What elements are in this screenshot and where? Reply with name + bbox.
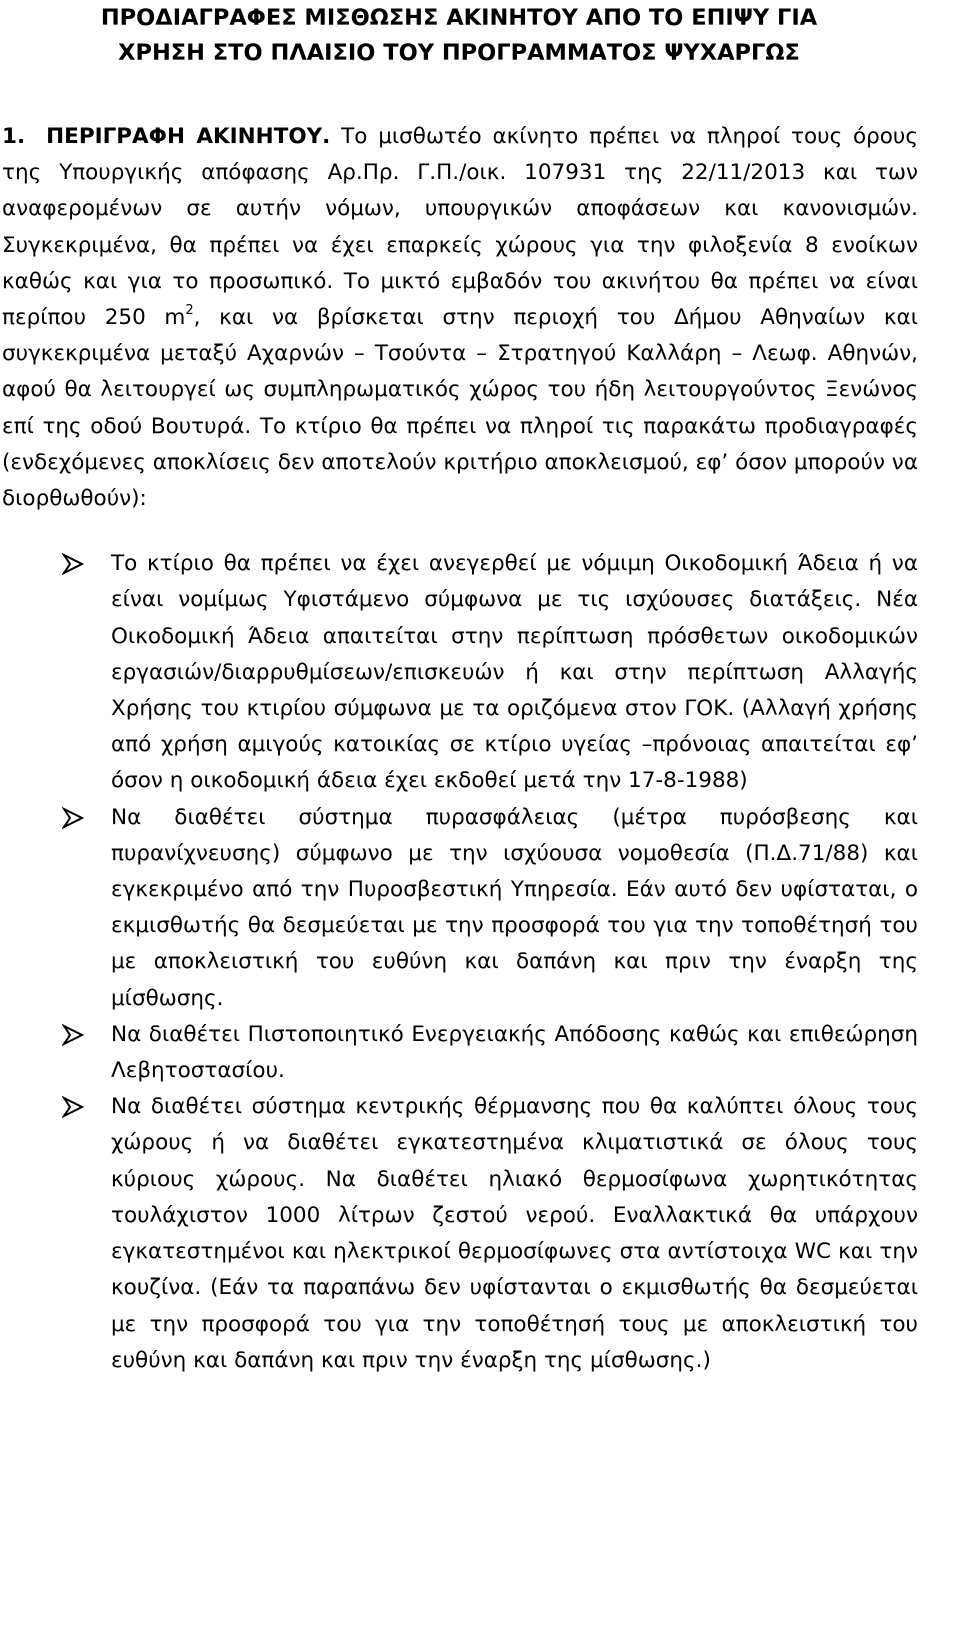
arrowhead-bullet-icon — [62, 1024, 84, 1046]
requirement-text: Να διαθέτει σύστημα πυρασφάλειας (μέτρα πυρόσβεσης και πυρανίχνευσης) σύμφωνο με την ισχύουσα νομοθεσία (Π.Δ.71/88) και εγκεκριμένο από την Πυροσβεστική Υπηρεσία. Εάν αυτό δεν υφίσταται, ο εκμισθωτής θα δεσμεύεται με την προσφορά του για την τοποθέτησή του με αποκλειστική του ευθύνη και δαπάνη και πριν την έναρξη της μίσθωσης. — [111, 804, 918, 1011]
section-text-part2: , και να βρίσκεται στην περιοχή του Δήμου Αθηναίων και συγκεκριμένα μεταξύ Αχαρνών – Τσούντα – Στρατηγού Καλλάρη – Λεωφ. Αθηνών, αφού θα λειτουργεί ως συμπληρωματικός χώρος του ήδη λειτουργούντος Ξενώνος επί της οδού Βουτυρά. Το κτίριο θα πρέπει να πληροί τις παρακάτω προδιαγραφές (ενδεχόμενες αποκλίσεις δεν αποτελούν κριτήριο αποκλεισμού, εφ’ όσον μπορούν να διορθωθούν): — [2, 305, 918, 512]
section-property-description — [0, 119, 918, 517]
list-item — [0, 1017, 918, 1089]
arrowhead-bullet-icon — [62, 807, 84, 829]
requirements-list — [0, 546, 918, 1379]
section-number: 1. — [2, 124, 26, 149]
document-title — [0, 0, 918, 71]
title-line-2: ΧΡΗΣΗ ΣΤΟ ΠΛΑΙΣΙΟ ΤΟΥ ΠΡΟΓΡΑΜΜΑΤΟΣ ΨΥΧΑΡΓΩΣ — [118, 40, 800, 66]
requirement-text: Να διαθέτει σύστημα κεντρικής θέρμανσης που θα καλύπτει όλους τους χώρους ή να διαθέτει εγκατεστημένα κλιματιστικά σε όλους τους κύριους χώρους. Να διαθέτει ηλιακό θερμοσίφωνα χωρητικότητας τουλάχιστον 1000 λίτρων ζεστού νερού. Εναλλακτικά θα υπάρχουν εγκατεστημένοι και ηλεκτρικοί θερμοσίφωνες στα αντίστοιχα WC και την κουζίνα. (Εάν τα παραπάνω δεν υφίστανται ο εκμισθωτής θα δεσμεύεται με την προσφορά του για την τοποθέτησή τους με αποκλειστική του ευθύνη και δαπάνη και πριν την έναρξη της μίσθωσης.) — [111, 1094, 918, 1373]
title-line-1: ΠΡΟΔΙΑΓΡΑΦΕΣ ΜΙΣΘΩΣΗΣ ΑΚΙΝΗΤΟΥ ΑΠΟ ΤΟ ΕΠΙΨΥ ΓΙΑ — [100, 5, 818, 31]
requirement-text: Το κτίριο θα πρέπει να έχει ανεγερθεί με νόμιμη Οικοδομική Άδεια ή να είναι νομίμως Υφιστάμενο σύμφωνα με τις ισχύουσες διατάξεις. Νέα Οικοδομική Άδεια απαιτείται στην περίπτωση πρόσθετων οικοδομικών εργασιών/διαρρυθμίσεων/επισκευών ή και στην περίπτωση Αλλαγής Χρήσης του κτιρίου σύμφωνα με τα οριζόμενα στον ΓΟΚ. (Αλλαγή χρήσης από χρήση αμιγούς κατοικίας σε κτίριο υγείας –πρόνοιας απαιτείται εφ’ όσον η οικοδομική άδεια έχει εκδοθεί μετά την 17-8-1988) — [111, 551, 918, 794]
arrowhead-bullet-icon — [62, 1096, 84, 1118]
area-superscript: 2 — [185, 303, 194, 319]
arrowhead-bullet-icon — [62, 553, 84, 575]
requirement-text: Να διαθέτει Πιστοποιητικό Ενεργειακής Απόδοσης καθώς και επιθεώρηση Λεβητοστασίου. — [111, 1021, 918, 1084]
list-item — [0, 800, 918, 1017]
section-heading: ΠΕΡΙΓΡΑΦΗ ΑΚΙΝΗΤΟΥ. — [46, 124, 331, 149]
list-item — [0, 546, 918, 799]
section-text-part1: Το μισθωτέο ακίνητο πρέπει να πληροί τους όρους της Υπουργικής απόφασης Αρ.Πρ. Γ.Π./οικ. 107931 της 22/11/2013 και των αναφερομένων σε αυτήν νόμων, υπουργικών αποφάσεων και κανονισμών. Συγκεκριμένα, θα πρέπει να έχει επαρκείς χώρους για την φιλοξενία 8 ενοίκων καθώς και για το προσωπικό. Το μικτό εμβαδόν του ακινήτου θα πρέπει να είναι περίπου 250 m — [2, 124, 918, 331]
list-item — [0, 1089, 918, 1379]
